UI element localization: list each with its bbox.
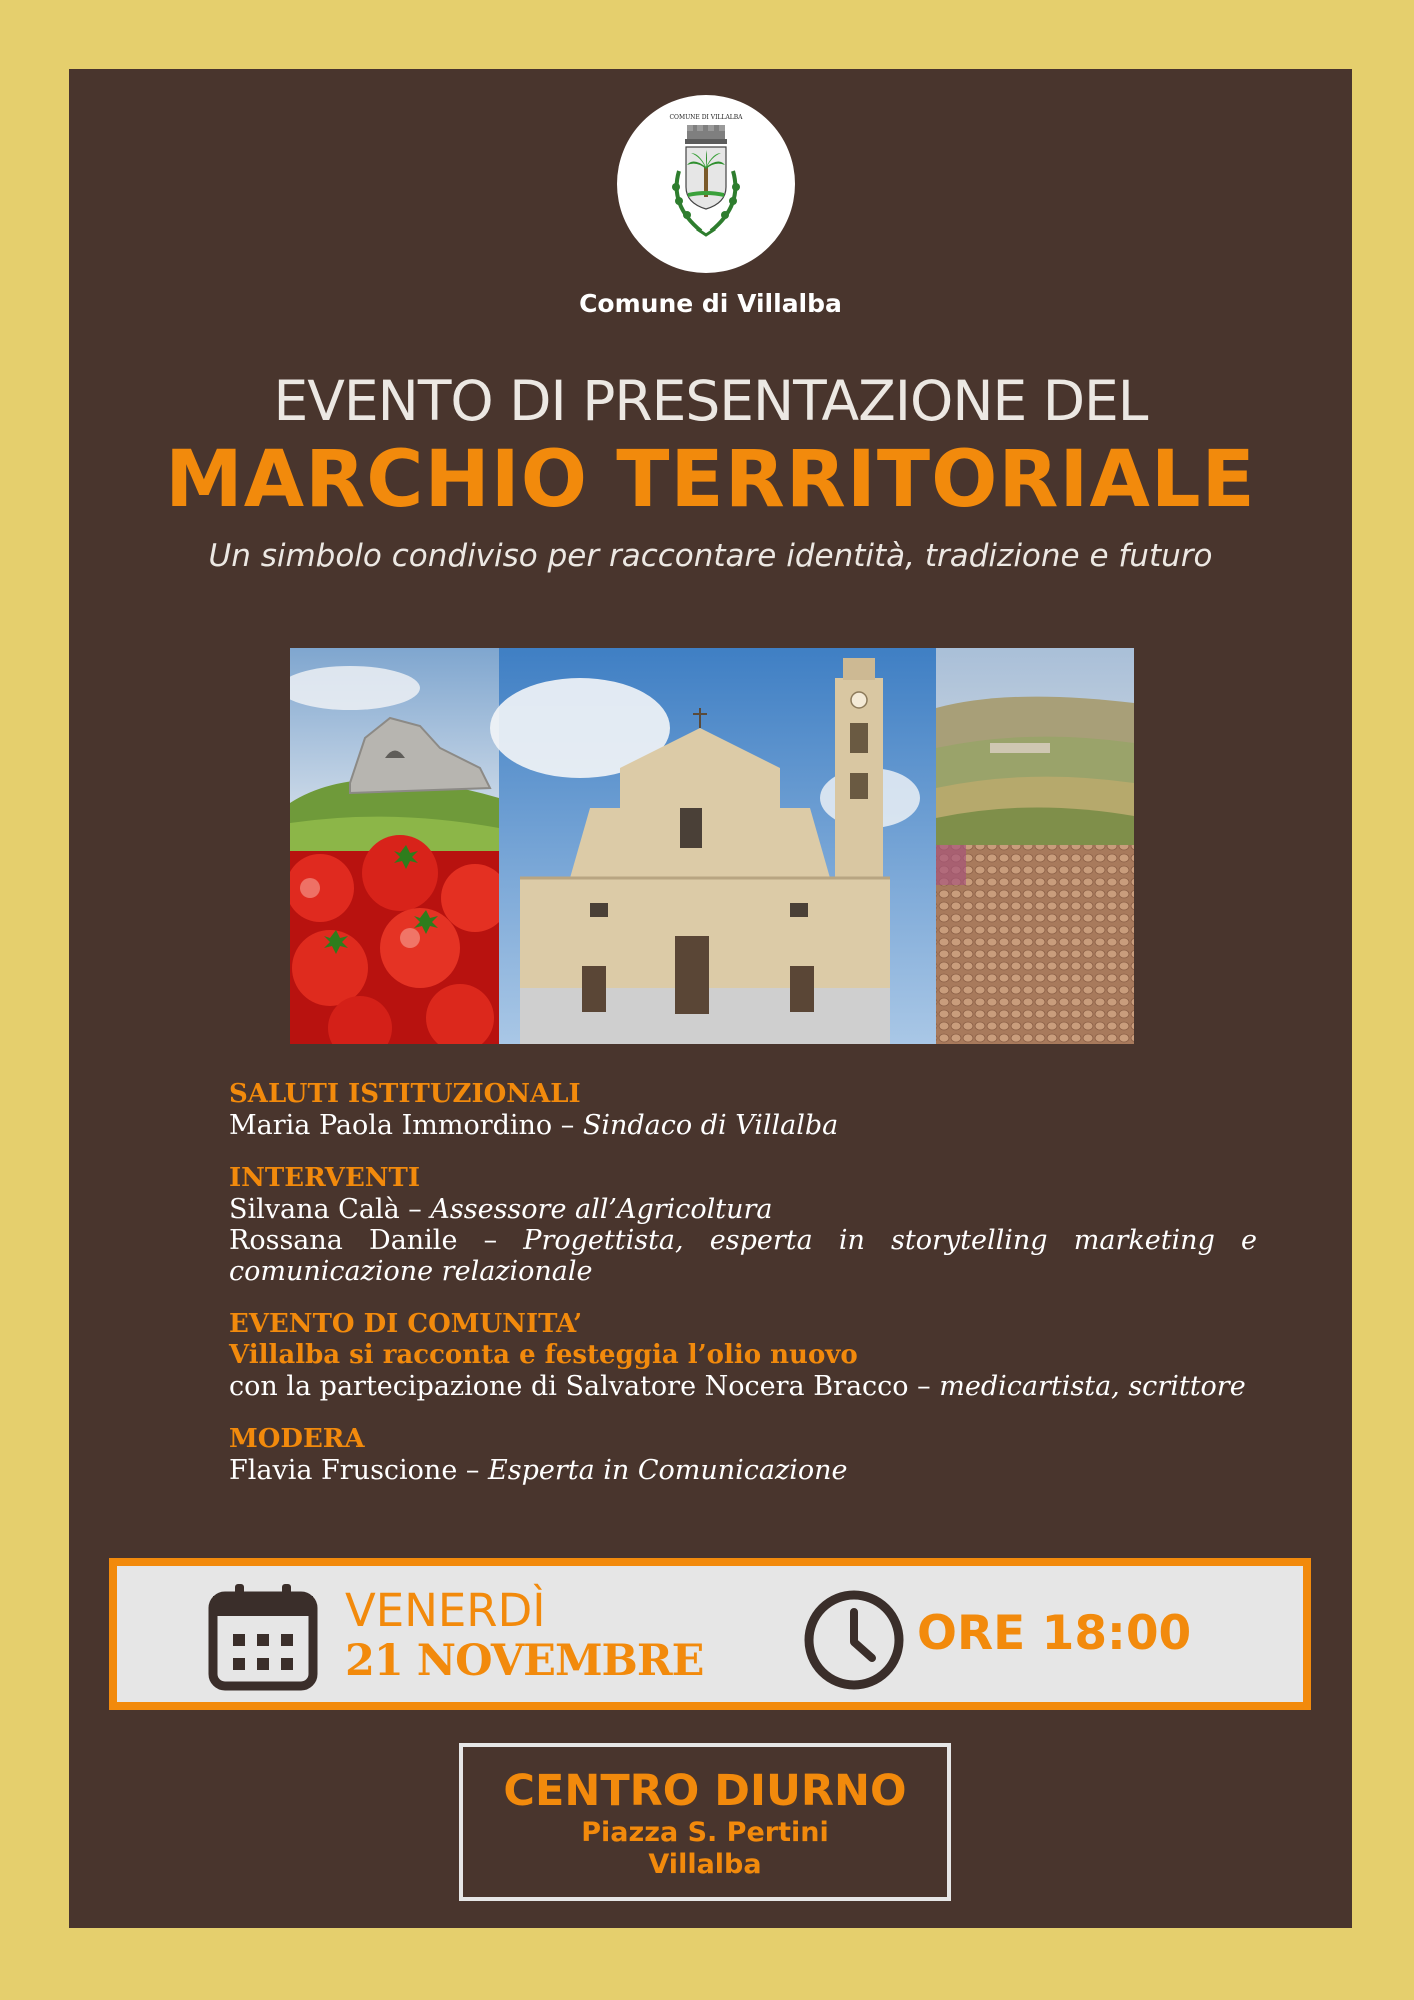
speaker-role: Esperta in Comunicazione xyxy=(488,1455,848,1486)
speaker-name: Rossana Danile xyxy=(229,1225,458,1256)
speaker-line xyxy=(229,1455,1257,1486)
venue-box xyxy=(459,1743,951,1901)
comune-label: Comune di Villalba xyxy=(579,289,842,318)
section-title: INTERVENTI xyxy=(229,1163,421,1193)
speaker-line xyxy=(229,1194,1257,1225)
dash: – xyxy=(483,1225,498,1256)
speaker-name: con la partecipazione di Salvatore Nocera Bracco xyxy=(229,1371,909,1402)
section-title: MODERA xyxy=(229,1424,365,1454)
dash: – xyxy=(560,1110,575,1141)
section-comunita xyxy=(229,1309,1257,1402)
speaker-role: Progettista, esperta in storytelling marketing e comunicazione relazionale xyxy=(229,1225,1257,1287)
section-modera xyxy=(229,1424,1257,1486)
comune-seal xyxy=(617,95,795,273)
speaker-role: Sindaco di Villalba xyxy=(582,1110,839,1141)
rock-hill-photo xyxy=(290,648,499,851)
event-title-line2: MARCHIO TERRITORIALE xyxy=(165,435,1256,525)
calendar-icon xyxy=(207,1582,319,1692)
speaker-name: Maria Paola Immordino xyxy=(229,1110,553,1141)
seal-text: COMUNE DI VILLALBA xyxy=(669,114,743,121)
speaker-name: Flavia Fruscione xyxy=(229,1455,458,1486)
speaker-line xyxy=(229,1371,1257,1402)
event-day: VENERDÌ xyxy=(345,1584,546,1637)
event-title-line1: EVENTO DI PRESENTAZIONE DEL xyxy=(273,369,1148,433)
section-title: EVENTO DI COMUNITA’ xyxy=(229,1309,583,1339)
clock-icon xyxy=(802,1588,906,1692)
tomatoes-photo xyxy=(290,835,509,1044)
speaker-role: medicartista, scrittore xyxy=(939,1371,1246,1402)
speaker-role: Assessore all’Agricoltura xyxy=(430,1194,773,1225)
program xyxy=(229,1079,1257,1508)
section-saluti xyxy=(229,1079,1257,1141)
photo-collage xyxy=(290,648,1134,1044)
dash: – xyxy=(408,1194,422,1225)
dash: – xyxy=(917,1371,931,1402)
section-subtitle: Villalba si racconta e festeggia l’olio nuovo xyxy=(229,1340,858,1370)
church-photo xyxy=(490,648,936,1044)
poster xyxy=(69,69,1352,1928)
speaker-name: Silvana Calà xyxy=(229,1194,400,1225)
event-time: ORE 18:00 xyxy=(917,1606,1192,1661)
date-bar xyxy=(109,1558,1311,1710)
lentils-photo xyxy=(936,845,1134,1044)
event-date: 21 NOVEMBRE xyxy=(345,1636,704,1686)
coat-of-arms-icon xyxy=(617,95,795,273)
section-interventi xyxy=(229,1163,1257,1287)
dash: – xyxy=(465,1455,480,1486)
event-tagline: Un simbolo condiviso per raccontare identità, tradizione e futuro xyxy=(208,538,1213,574)
venue-address: Piazza S. Pertini xyxy=(581,1817,829,1848)
speaker-line xyxy=(229,1225,1257,1287)
section-title: SALUTI ISTITUZIONALI xyxy=(229,1079,581,1109)
venue-name: CENTRO DIURNO xyxy=(503,1766,907,1816)
venue-city: Villalba xyxy=(648,1849,762,1880)
speaker-line xyxy=(229,1110,1257,1141)
landscape-photo xyxy=(936,648,1134,845)
